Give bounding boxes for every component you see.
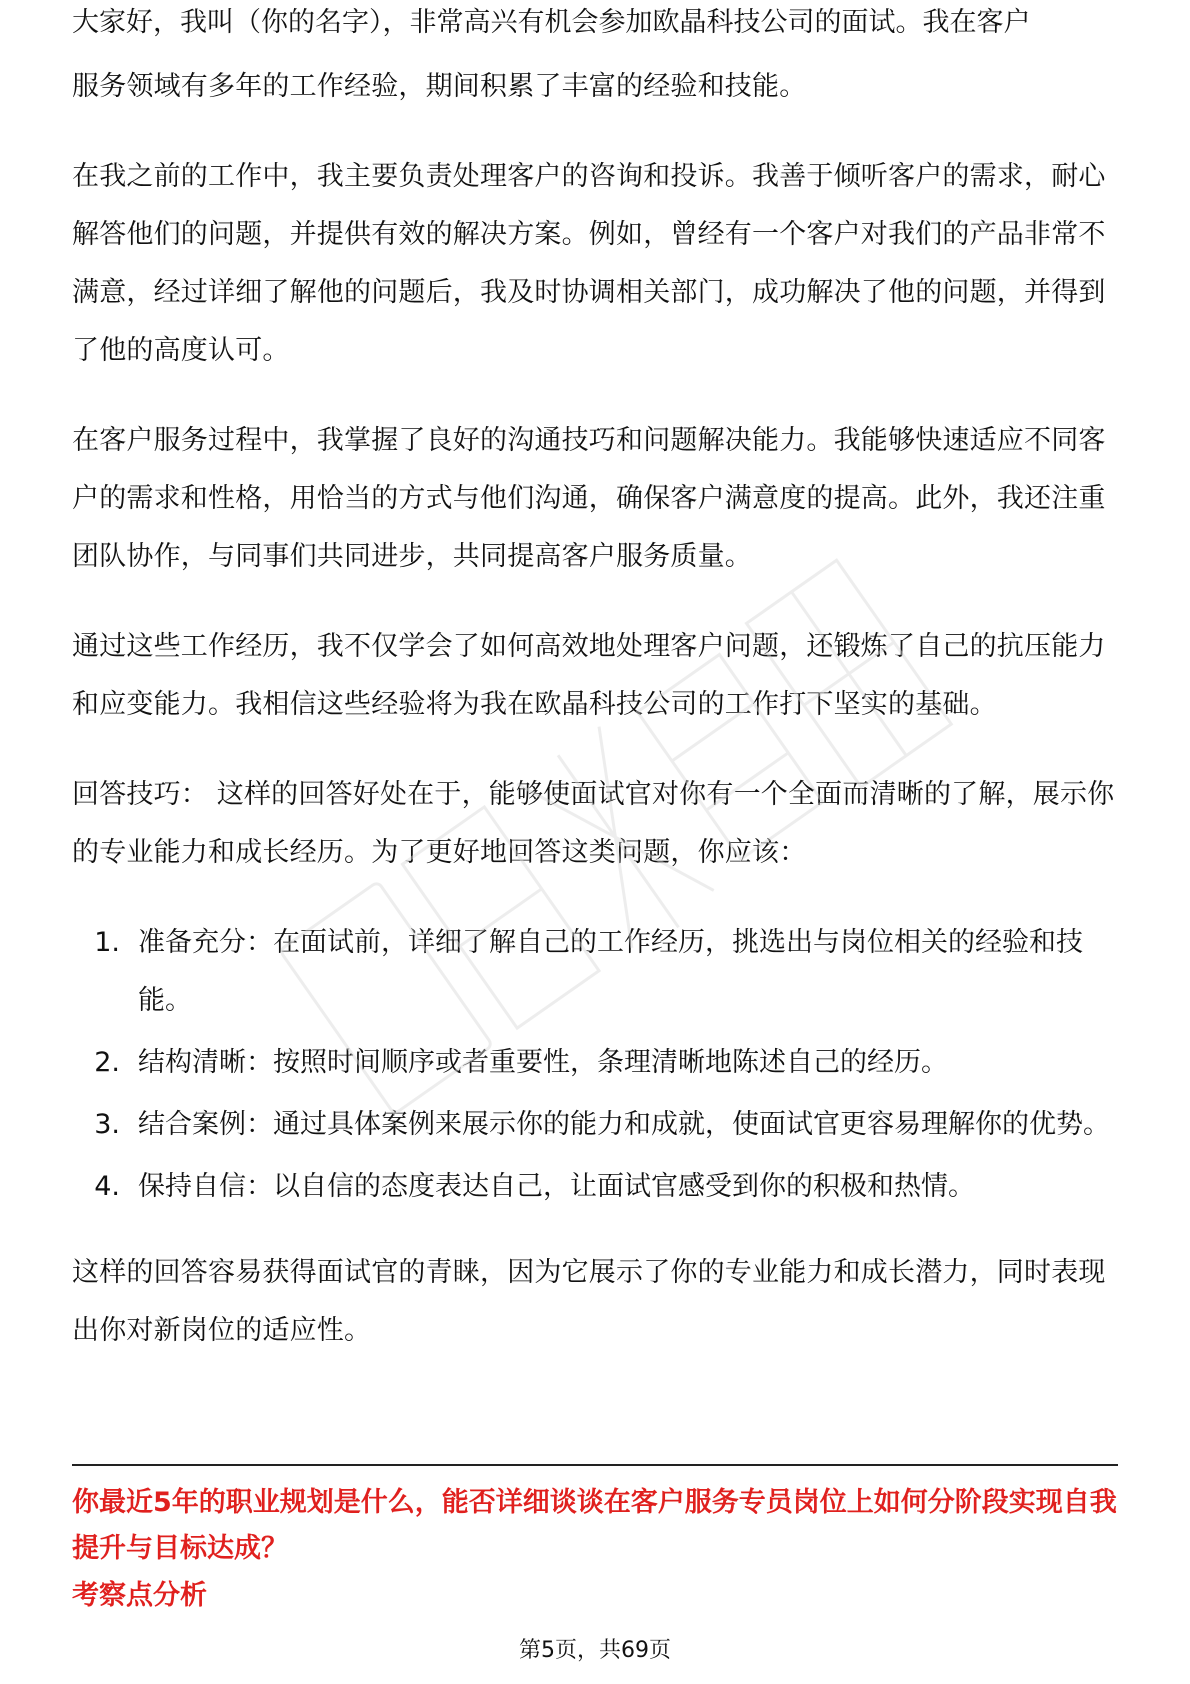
- analysis-subheading: 考察点分析: [72, 1580, 207, 1611]
- list-item: [72, 1158, 1118, 1216]
- list-item-number: 1.: [94, 927, 120, 958]
- list-item-text: 结构清晰：按照时间顺序或者重要性，条理清晰地陈述自己的经历。: [138, 1047, 948, 1078]
- answer-body: [72, 58, 1118, 1392]
- list-item: [72, 914, 1118, 1030]
- list-item-text: 准备充分：在面试前，详细了解自己的工作经历，挑选出与岗位相关的经验和技能。: [138, 927, 1083, 1016]
- tips-list: [72, 914, 1118, 1216]
- paragraph-skills: 在客户服务过程中，我掌握了良好的沟通技巧和问题解决能力。我能够快速适应不同客户的需求和性格，用恰当的方式与他们沟通，确保客户满意度的提高。此外，我还注重团队协作，与同事们共同进步，共同提高客户服务质量。: [72, 425, 1106, 572]
- list-item-text: 结合案例：通过具体案例来展示你的能力和成就，使面试官更容易理解你的优势。: [138, 1109, 1110, 1140]
- paragraph-intro-continuation: 服务领域有多年的工作经验，期间积累了丰富的经验和技能。: [72, 71, 807, 102]
- page-footer: 第5页，共69页: [519, 1638, 671, 1663]
- list-item-number: 4.: [94, 1171, 120, 1202]
- paragraph-closing: 这样的回答容易获得面试官的青睐，因为它展示了你的专业能力和成长潜力，同时表现出你对新岗位的适应性。: [72, 1257, 1106, 1346]
- cut-off-top-line: [72, 0, 1118, 38]
- paragraph-experience-summary: 通过这些工作经历，我不仅学会了如何高效地处理客户问题，还锻炼了自己的抗压能力和应变能力。我相信这些经验将为我在欧晶科技公司的工作打下坚实的基础。: [72, 631, 1106, 720]
- list-item: [72, 1096, 1118, 1154]
- cut-off-text: 大家好，我叫（你的名字），非常高兴有机会参加欧晶科技公司的面试。我在客户: [72, 7, 1031, 38]
- next-question-heading: 你最近5年的职业规划是什么，能否详细谈谈在客户服务专员岗位上如何分阶段实现自我提升与目标达成？: [72, 1487, 1117, 1564]
- list-item-number: 2.: [94, 1047, 120, 1078]
- paragraph-answer-tips: 回答技巧： 这样的回答好处在于，能够使面试官对你有一个全面而清晰的了解，展示你的专业能力和成长经历。为了更好地回答这类问题，你应该：: [72, 779, 1115, 868]
- paragraph-previous-work: 在我之前的工作中，我主要负责处理客户的咨询和投诉。我善于倾听客户的需求，耐心解答他们的问题，并提供有效的解决方案。例如，曾经有一个客户对我们的产品非常不满意，经过详细了解他的问题后，我及时协调相关部门，成功解决了他的问题，并得到了他的高度认可。: [72, 161, 1106, 366]
- list-item-text: 保持自信：以自信的态度表达自己，让面试官感受到你的积极和热情。: [138, 1171, 975, 1202]
- list-item-number: 3.: [94, 1109, 120, 1140]
- list-item: [72, 1034, 1118, 1092]
- section-divider: [72, 1464, 1118, 1466]
